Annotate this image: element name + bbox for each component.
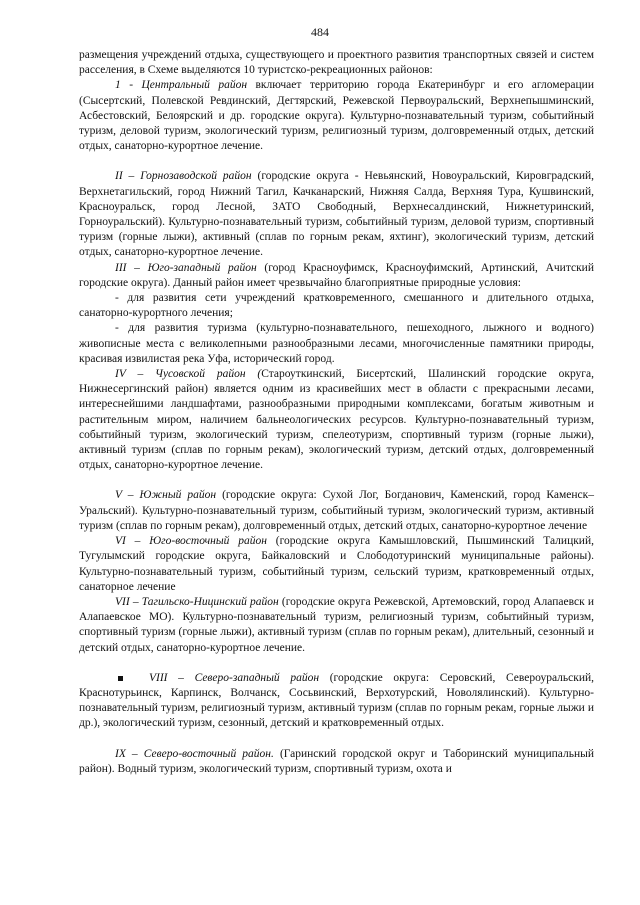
- district-8-heading: VIII – Северо-западный район: [149, 671, 320, 684]
- district-7-text: (городские округа Режевской, Артемовский, город Алапаевск и Алапаевское МО). Культурно-познавательный туризм, религиозный туризм, событийный туризм, спортивный туризм (горные лыжи), активный туризм (сплав по горным рекам), длительный, сезонный и детский отдых, санаторно-курортное лечение.: [79, 595, 594, 654]
- district-3-text: (город Красноуфимск, Красноуфимский, Артинский, Ачитский городские округа). Данный район имеет чрезвычайно благоприятные природные условия:: [79, 261, 594, 289]
- bullet-square-icon: [118, 676, 123, 681]
- page-number: 484: [311, 25, 329, 39]
- district-6-paragraph: [79, 534, 594, 595]
- district-1-heading: 1 - Центральный район: [115, 79, 248, 92]
- district-9-text: (Гаринский городской округ и Таборинский муниципальный район). Водный туризм, экологический туризм, спортивный туризм, охота и: [79, 747, 594, 775]
- district-5-text: (городские округа: Сухой Лог, Богданович, Каменский, город Каменск–Уральский). Культурно-познавательный туризм, событийный туризм, экологический туризм, активный туризм (сплав по горным рекам), долговременный отдых, детский отдых, санаторно-курортное лечение: [79, 489, 594, 532]
- district-4-paragraph: [79, 367, 594, 473]
- district-2-text: (городские округа - Невьянский, Новоуральский, Кировградский, Верхнетагильский, город Нижний Тагил, Качканарский, Нижняя Салда, Верхняя Тура, Кушвинский, Красноуральск, город Лесной, ЗАТО Свободный, Верхнесалдинский, Нижнетуринский, Горноуральский). Культурно-познавательный туризм, событийный туризм, деловой туризм, спортивный туризм (горные лыжи), активный (сплав по горным рекам, яхтинг), экологический туризм, детский отдых, санаторно-курортное лечение.: [79, 170, 595, 259]
- district-7-heading: VII – Тагильско-Ницинский район: [115, 595, 279, 608]
- district-8-paragraph: [79, 671, 594, 732]
- district-4-heading: IV – Чусовской район (: [115, 368, 262, 381]
- district-3-bullet-1: - для развития сети учреждений кратковременного, смешанного и длительного отдыха, санаторно-курортного лечения;: [79, 292, 594, 320]
- district-7-paragraph: [79, 595, 594, 656]
- district-9-heading: IX – Северо-восточный район.: [115, 747, 274, 760]
- district-3-paragraph: [79, 261, 594, 291]
- district-9-paragraph: [79, 747, 594, 777]
- district-5-paragraph: [79, 488, 594, 534]
- district-3-bullet-2: - для развития туризма (культурно-познавательного, пешеходного, лыжного и водного) живописные места с великолепными разнообразными лесами, многочисленные памятники природы, красивая извилистая река Уфа, исторический город.: [79, 322, 594, 365]
- district-6-text: (городские округа Камышловский, Пышминский Талицкий, Тугулымский городские округа, Байкаловский и Слободотуринский муниципальные районы). Культурно-познавательный туризм, событийный туризм, сельский туризм, кратковременный отдых, санаторное лечение: [79, 535, 594, 593]
- district-2-paragraph: [79, 169, 594, 260]
- district-8-text: (городские округа: Серовский, Североуральский, Краснотурьинск, Карпинск, Волчанск, Сосьвинский, Верхотурский, Новолялинский). Культурно-познавательный туризм, религиозный туризм, активный туризм (сплав по горным рекам, горные лыжи и др.), экологический туризм, сезонный, детский и кратковременный отдых.: [79, 671, 595, 730]
- page-content: [79, 48, 594, 777]
- district-3-heading: III – Юго-западный район: [115, 261, 257, 274]
- district-5-heading: V – Южный район: [115, 489, 217, 502]
- district-1-text: включает территорию города Екатеринбург и его агломерации (Сысертский, Полевской Ревдинский, Дегтярский, Режевской Первоуральский, Верхнепышминский, Асбестовский, Белоярский и др. городские округа). Культурно-познавательный туризм, событийный туризм, деловой туризм, экологический туризм, религиозный туризм, долговременный отдых, детский отдых, санаторно-курортное лечение.: [79, 79, 594, 153]
- district-4-text: Староуткинский, Бисертский, Шалинский городские округа, Нижнесергинский район) является одним из красивейших мест в области с прекрасными лесами, интереснейшими ландшафтами, разнообразными природными комплексами, богатым животным и растительным миром, наличием бальнеологических ресурсов. Культурно-познавательный туризм, событийный туризм, экологический туризм, спелеотуризм, спортивный туризм (горные лыжи), активный туризм (сплав по горным рекам), экологический туризм, детский отдых, долговременный отдых, санаторно-курортное лечение.: [79, 368, 594, 472]
- district-6-heading: VI – Юго-восточный район: [115, 535, 267, 548]
- district-1-paragraph: [79, 78, 594, 154]
- intro-paragraph: размещения учреждений отдыха, существующего и проектного развития транспортных связей и систем расселения, в Схеме выделяются 10 туристско-рекреационных районов:: [79, 49, 594, 77]
- district-2-heading: II – Горнозаводской район: [115, 170, 252, 183]
